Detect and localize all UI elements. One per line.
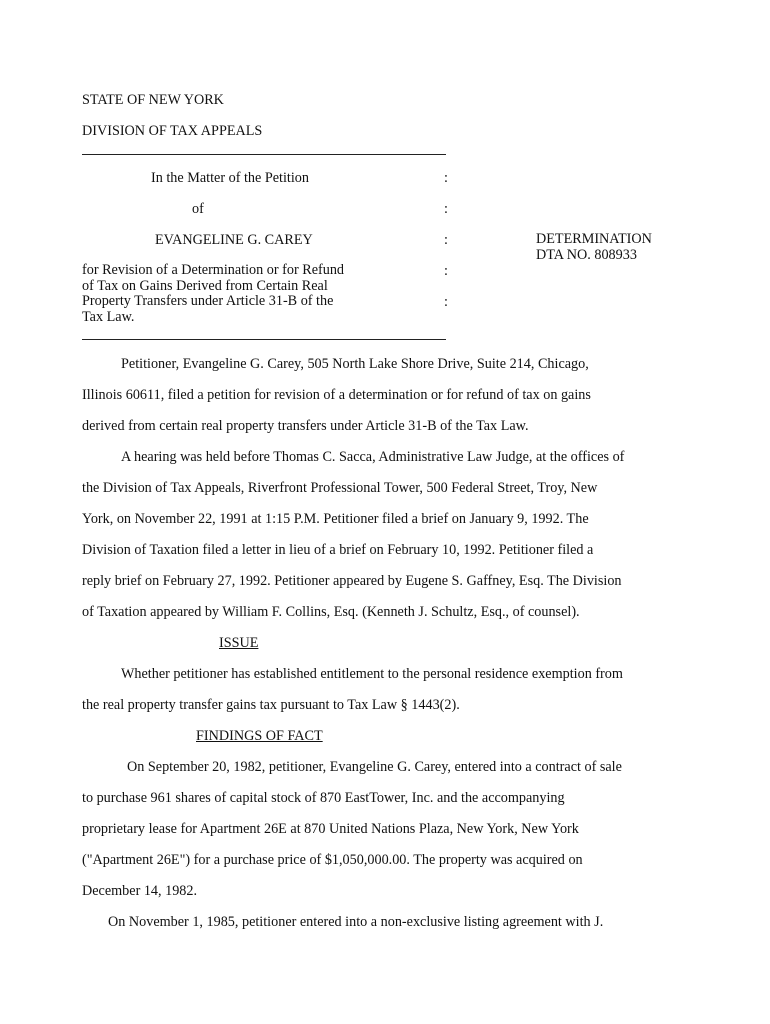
paragraph-line: proprietary lease for Apartment 26E at 870 United Nations Plaza, New York, New York	[82, 821, 579, 837]
determination-block	[536, 232, 652, 263]
caption-colon: :	[444, 201, 448, 217]
caption-top-rule	[82, 154, 446, 155]
determination-title: DETERMINATION	[536, 231, 652, 247]
caption-matter: In the Matter of the Petition	[151, 170, 309, 186]
caption-colon: :	[444, 232, 448, 248]
paragraph-line: December 14, 1982.	[82, 883, 198, 899]
paragraph-line: the Division of Tax Appeals, Riverfront Professional Tower, 500 Federal Street, Troy, New	[82, 480, 598, 496]
caption-colon: :	[444, 263, 448, 279]
paragraph-line: derived from certain real property transfers under Article 31-B of the Tax Law.	[82, 418, 529, 434]
petitioner-name: EVANGELINE G. CAREY	[155, 232, 313, 248]
caption-purpose-line: Property Transfers under Article 31-B of the	[82, 293, 334, 310]
paragraph-line: reply brief on February 27, 1992. Petitioner appeared by Eugene S. Gaffney, Esq. The Division	[82, 573, 622, 589]
state-heading: STATE OF NEW YORK	[82, 92, 224, 108]
paragraph-line: Illinois 60611, filed a petition for revision of a determination or for refund of tax on gains	[82, 387, 591, 403]
caption-purpose-line: for Revision of a Determination or for Refund	[82, 262, 345, 278]
caption-bottom-rule	[82, 339, 446, 340]
paragraph-line: On September 20, 1982, petitioner, Evangeline G. Carey, entered into a contract of sale	[127, 759, 622, 775]
paragraph-line: Whether petitioner has established entitlement to the personal residence exemption from	[121, 666, 623, 682]
paragraph-line: ("Apartment 26E") for a purchase price of $1,050,000.00. The property was acquired on	[82, 852, 583, 868]
caption-colon: :	[444, 294, 448, 310]
paragraph-line: to purchase 961 shares of capital stock of 870 EastTower, Inc. and the accompanying	[82, 790, 565, 806]
findings-heading: FINDINGS OF FACT	[196, 728, 323, 744]
paragraph-line: Petitioner, Evangeline G. Carey, 505 North Lake Shore Drive, Suite 214, Chicago,	[121, 356, 589, 372]
paragraph-line: On November 1, 1985, petitioner entered into a non-exclusive listing agreement with J.	[108, 914, 604, 930]
caption-purpose	[82, 263, 382, 325]
paragraph-line: York, on November 22, 1991 at 1:15 P.M. Petitioner filed a brief on January 9, 1992. The	[82, 511, 589, 527]
caption-of: of	[192, 201, 204, 217]
paragraph-line: A hearing was held before Thomas C. Sacca, Administrative Law Judge, at the offices of	[121, 449, 625, 465]
paragraph-line: of Taxation appeared by William F. Collins, Esq. (Kenneth J. Schultz, Esq., of counsel).	[82, 604, 580, 620]
paragraph-line: Division of Taxation filed a letter in lieu of a brief on February 10, 1992. Petitioner filed a	[82, 542, 594, 558]
paragraph-line: the real property transfer gains tax pursuant to Tax Law § 1443(2).	[82, 697, 460, 713]
caption-purpose-line: of Tax on Gains Derived from Certain Real	[82, 277, 328, 294]
issue-heading: ISSUE	[219, 635, 259, 651]
caption-purpose-line: Tax Law.	[82, 308, 135, 325]
dta-number: DTA NO. 808933	[536, 246, 637, 263]
caption-colon: :	[444, 170, 448, 186]
division-heading: DIVISION OF TAX APPEALS	[82, 123, 263, 139]
